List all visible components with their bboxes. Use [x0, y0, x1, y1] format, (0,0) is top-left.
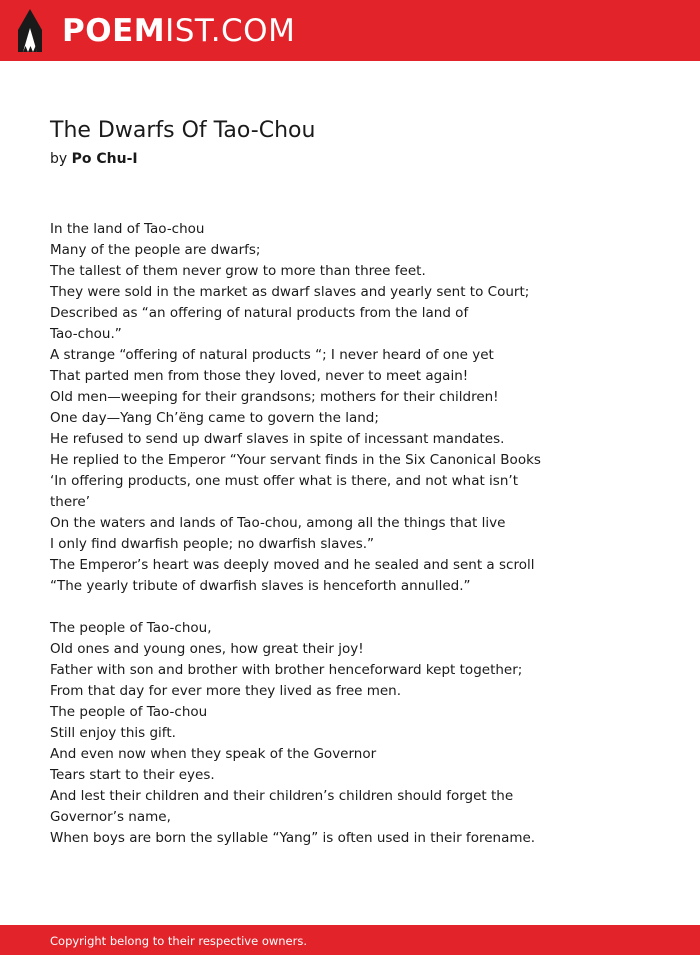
- by-label: by: [50, 151, 68, 167]
- poem-line: When boys are born the syllable “Yang” is often used in their forename.: [50, 830, 536, 846]
- poem-line: A strange “offering of natural products “; I never heard of one yet: [50, 347, 494, 363]
- poem-body: [50, 219, 570, 849]
- poem-line: That parted men from those they loved, never to meet again!: [50, 368, 469, 384]
- poem-line: He replied to the Emperor “Your servant finds in the Six Canonical Books: [50, 452, 541, 468]
- brand-bold: POEM: [62, 13, 166, 49]
- poem-author: Po Chu-I: [71, 151, 138, 167]
- poem-line: From that day for ever more they lived as free men.: [50, 683, 402, 699]
- poem-line: And lest their children and their children’s children should forget the: [50, 788, 514, 804]
- poem-line: The tallest of them never grow to more than three feet.: [50, 263, 426, 279]
- poem-line: Governor’s name,: [50, 809, 171, 825]
- poem-line: On the waters and lands of Tao-chou, among all the things that live: [50, 515, 506, 531]
- poem-line: In the land of Tao-chou: [50, 221, 205, 237]
- copyright-notice: Copyright belong to their respective owners.: [50, 934, 308, 948]
- poem-line: One day—Yang Ch’ëng came to govern the land;: [50, 410, 379, 426]
- poem-line: The Emperor’s heart was deeply moved and he sealed and sent a scroll: [50, 557, 535, 573]
- site-footer: [0, 925, 700, 955]
- poem-line: Still enjoy this gift.: [50, 725, 176, 741]
- poem-line: Father with son and brother with brother henceforward kept together;: [50, 662, 523, 678]
- poem-line: Tears start to their eyes.: [50, 767, 215, 783]
- poem-line: The people of Tao-chou: [50, 704, 208, 720]
- poem-line: Old men—weeping for their grandsons; mothers for their children!: [50, 389, 499, 405]
- poem-line: Old ones and young ones, how great their joy!: [50, 641, 364, 657]
- poem-line: The people of Tao-chou,: [50, 620, 212, 636]
- poem-line: They were sold in the market as dwarf slaves and yearly sent to Court;: [50, 284, 530, 300]
- brand-light: IST.COM: [165, 13, 296, 49]
- poem-title: The Dwarfs Of Tao-Chou: [50, 118, 316, 143]
- poem-line: there’: [50, 494, 91, 510]
- pen-nib-icon[interactable]: [16, 8, 44, 54]
- poem-line: ‘In offering products, one must offer what is there, and not what isn’t: [50, 473, 518, 489]
- stanza-divider: [50, 597, 570, 618]
- poem-line: “The yearly tribute of dwarfish slaves is henceforth annulled.”: [50, 578, 471, 594]
- poem-line: Described as “an offering of natural products from the land of: [50, 305, 469, 321]
- poem-line: He refused to send up dwarf slaves in spite of incessant mandates.: [50, 431, 505, 447]
- poem-line: Tao-chou.”: [50, 326, 122, 342]
- site-header: [0, 0, 700, 61]
- poem-byline: [50, 149, 138, 169]
- poem-line: Many of the people are dwarfs;: [50, 242, 261, 258]
- site-logo[interactable]: [62, 11, 295, 51]
- poem-line: I only find dwarfish people; no dwarfish slaves.”: [50, 536, 375, 552]
- poem-line: And even now when they speak of the Governor: [50, 746, 377, 762]
